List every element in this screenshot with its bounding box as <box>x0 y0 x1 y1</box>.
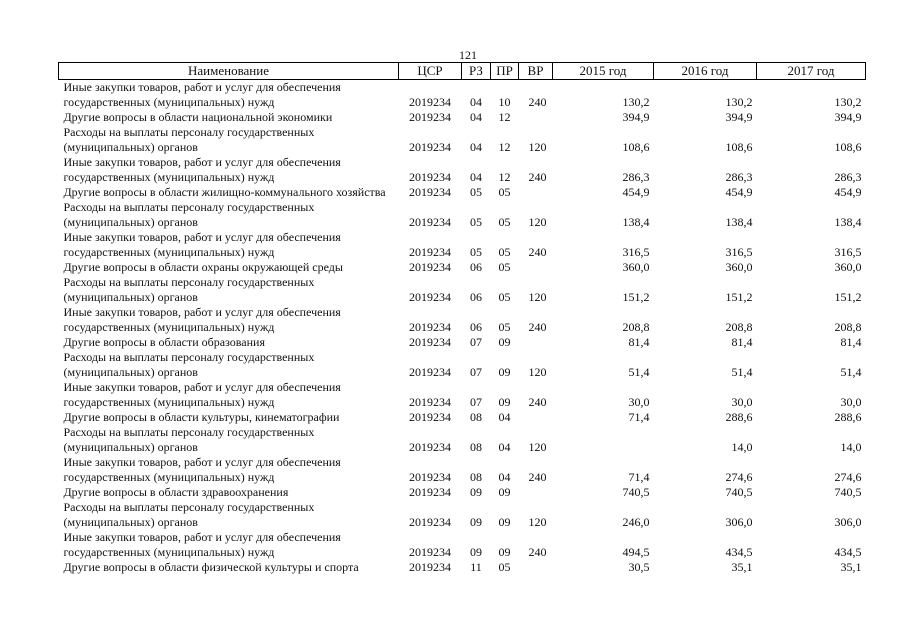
cell-2017: 151,2 <box>834 290 862 304</box>
cell-rz: 06 <box>470 320 482 334</box>
cell-rz: 06 <box>470 290 482 304</box>
cell-pr: 10 <box>498 95 511 109</box>
cell-2016: 138,4 <box>725 215 753 229</box>
cell-2016: 130,2 <box>725 95 753 109</box>
table-row <box>59 110 866 125</box>
cell-rz: 07 <box>470 395 482 409</box>
cell-rz: 05 <box>470 215 482 229</box>
cell-2015: 108,6 <box>622 140 650 154</box>
cell-csr: 2019234 <box>409 110 451 124</box>
cell-name: Расходы на выплаты персоналу государственных (муниципальных) органов <box>63 350 315 379</box>
cell-2016: 360,0 <box>725 260 753 274</box>
cell-2017: 306,0 <box>834 515 862 529</box>
table-row <box>59 485 866 500</box>
cell-2015: 208,8 <box>622 320 650 334</box>
cell-csr: 2019234 <box>409 365 451 379</box>
cell-rz: 07 <box>470 365 482 379</box>
cell-csr: 2019234 <box>409 140 451 154</box>
cell-rz: 07 <box>470 335 482 349</box>
header-pr: ПР <box>491 63 519 80</box>
cell-2016: 81,4 <box>731 335 753 349</box>
cell-2017: 81,4 <box>840 335 862 349</box>
cell-2017: 30,0 <box>840 395 862 409</box>
cell-csr: 2019234 <box>409 185 451 199</box>
cell-vr <box>519 485 553 500</box>
table-row <box>59 335 866 350</box>
table-row <box>59 560 866 575</box>
cell-2017: 286,3 <box>834 170 862 184</box>
cell-pr: 09 <box>498 365 511 379</box>
cell-2016: 306,0 <box>725 515 753 529</box>
cell-csr: 2019234 <box>409 470 451 484</box>
cell-2015: 394,9 <box>622 110 650 124</box>
cell-csr: 2019234 <box>409 170 451 184</box>
cell-2015: 246,0 <box>622 515 650 529</box>
cell-rz: 04 <box>470 140 482 154</box>
cell-vr: 120 <box>528 440 547 454</box>
table-body <box>59 80 866 576</box>
cell-pr: 12 <box>498 140 511 154</box>
cell-2015: 360,0 <box>622 260 650 274</box>
cell-2015: 51,4 <box>628 365 650 379</box>
cell-csr: 2019234 <box>409 290 451 304</box>
table-row <box>59 230 866 260</box>
cell-2017: 108,6 <box>834 140 862 154</box>
cell-2015: 81,4 <box>628 335 650 349</box>
table-row <box>59 155 866 185</box>
header-2015: 2015 год <box>553 63 654 80</box>
cell-pr: 05 <box>498 245 511 259</box>
cell-csr: 2019234 <box>409 485 451 499</box>
cell-pr: 12 <box>498 170 511 184</box>
cell-name: Другие вопросы в области охраны окружающей среды <box>63 260 343 274</box>
cell-pr: 05 <box>498 290 511 304</box>
table-row <box>59 275 866 305</box>
cell-name: Иные закупки товаров, работ и услуг для обеспечения государственных (муниципальных) нужд <box>63 230 341 259</box>
cell-2016: 35,1 <box>731 560 753 574</box>
page-number: 121 <box>459 48 477 62</box>
cell-pr: 05 <box>498 215 511 229</box>
cell-name: Расходы на выплаты персоналу государственных (муниципальных) органов <box>63 275 315 304</box>
cell-name: Другие вопросы в области здравоохранения <box>63 485 289 499</box>
cell-vr: 120 <box>528 215 547 229</box>
cell-2016: 288,6 <box>725 410 753 424</box>
cell-rz: 05 <box>470 185 482 199</box>
table-row <box>59 200 866 230</box>
cell-csr: 2019234 <box>409 245 451 259</box>
cell-pr: 04 <box>498 410 511 424</box>
cell-csr: 2019234 <box>409 395 451 409</box>
cell-rz: 04 <box>470 95 482 109</box>
cell-pr: 05 <box>498 320 511 334</box>
cell-2015: 151,2 <box>622 290 650 304</box>
cell-vr: 240 <box>528 470 547 484</box>
cell-2016: 151,2 <box>725 290 753 304</box>
cell-pr: 09 <box>498 395 511 409</box>
cell-2016: 316,5 <box>725 245 753 259</box>
table-header-row <box>59 63 866 80</box>
cell-2015: 740,5 <box>622 485 650 499</box>
cell-pr: 09 <box>498 515 511 529</box>
cell-csr: 2019234 <box>409 320 451 334</box>
cell-rz: 04 <box>470 110 482 124</box>
cell-2015: 71,4 <box>628 470 650 484</box>
cell-2015: 30,5 <box>628 560 650 574</box>
cell-2017: 274,6 <box>834 470 862 484</box>
cell-vr <box>519 110 553 125</box>
cell-2016: 434,5 <box>725 545 753 559</box>
cell-2017: 14,0 <box>840 440 862 454</box>
cell-csr: 2019234 <box>409 260 451 274</box>
cell-name: Иные закупки товаров, работ и услуг для обеспечения государственных (муниципальных) нужд <box>63 80 341 109</box>
cell-rz: 08 <box>470 410 482 424</box>
cell-vr: 120 <box>528 290 547 304</box>
cell-vr <box>519 260 553 275</box>
table-row <box>59 530 866 560</box>
cell-2017: 394,9 <box>834 110 862 124</box>
cell-name: Другие вопросы в области жилищно-коммунального хозяйства <box>63 185 386 199</box>
cell-2017: 434,5 <box>834 545 862 559</box>
cell-vr: 120 <box>528 515 547 529</box>
cell-2015: 286,3 <box>622 170 650 184</box>
table-row <box>59 425 866 455</box>
cell-vr <box>519 560 553 575</box>
cell-pr: 04 <box>498 440 511 454</box>
header-2016: 2016 год <box>654 63 757 80</box>
cell-rz: 09 <box>470 515 482 529</box>
cell-name: Иные закупки товаров, работ и услуг для обеспечения государственных (муниципальных) нужд <box>63 530 341 559</box>
table-row <box>59 455 866 485</box>
table-row <box>59 410 866 425</box>
cell-csr: 2019234 <box>409 95 451 109</box>
cell-csr: 2019234 <box>409 335 451 349</box>
cell-2017: 138,4 <box>834 215 862 229</box>
cell-vr <box>519 410 553 425</box>
cell-name: Другие вопросы в области культуры, кинематографии <box>63 410 340 424</box>
cell-vr <box>519 185 553 200</box>
table-row <box>59 500 866 530</box>
cell-name: Расходы на выплаты персоналу государственных (муниципальных) органов <box>63 425 315 454</box>
cell-rz: 05 <box>470 245 482 259</box>
cell-2015: 454,9 <box>622 185 650 199</box>
cell-pr: 09 <box>498 335 511 349</box>
cell-name: Расходы на выплаты персоналу государственных (муниципальных) органов <box>63 125 315 154</box>
cell-pr: 09 <box>498 485 511 499</box>
cell-rz: 09 <box>470 545 482 559</box>
cell-vr: 240 <box>528 395 547 409</box>
header-csr: ЦСР <box>399 63 462 80</box>
cell-2017: 208,8 <box>834 320 862 334</box>
cell-name: Другие вопросы в области национальной экономики <box>63 110 333 124</box>
cell-pr: 05 <box>498 185 511 199</box>
cell-name: Иные закупки товаров, работ и услуг для обеспечения государственных (муниципальных) нужд <box>63 455 341 484</box>
cell-csr: 2019234 <box>409 545 451 559</box>
cell-2015: 138,4 <box>622 215 650 229</box>
header-name: Наименование <box>59 63 399 80</box>
cell-csr: 2019234 <box>409 560 451 574</box>
header-rz: РЗ <box>462 63 491 80</box>
cell-2016: 454,9 <box>725 185 753 199</box>
cell-vr: 240 <box>528 320 547 334</box>
cell-2015: 494,5 <box>622 545 650 559</box>
cell-name: Другие вопросы в области образования <box>63 335 265 349</box>
cell-2016: 394,9 <box>725 110 753 124</box>
cell-2017: 316,5 <box>834 245 862 259</box>
cell-vr: 240 <box>528 245 547 259</box>
cell-2015: 30,0 <box>628 395 650 409</box>
cell-csr: 2019234 <box>409 440 451 454</box>
cell-pr: 05 <box>498 260 511 274</box>
cell-rz: 06 <box>470 260 482 274</box>
table-row <box>59 80 866 111</box>
cell-name: Расходы на выплаты персоналу государственных (муниципальных) органов <box>63 500 315 529</box>
header-2017: 2017 год <box>757 63 866 80</box>
cell-2017: 360,0 <box>834 260 862 274</box>
cell-csr: 2019234 <box>409 410 451 424</box>
cell-pr: 05 <box>498 560 511 574</box>
cell-name: Иные закупки товаров, работ и услуг для обеспечения государственных (муниципальных) нужд <box>63 305 341 334</box>
cell-name: Другие вопросы в области физической культуры и спорта <box>63 560 359 574</box>
table-row <box>59 125 866 155</box>
cell-2016: 51,4 <box>731 365 753 379</box>
cell-2015 <box>553 425 654 455</box>
cell-vr <box>519 335 553 350</box>
cell-rz: 08 <box>470 440 482 454</box>
table-row <box>59 350 866 380</box>
cell-2017: 35,1 <box>840 560 862 574</box>
cell-pr: 04 <box>498 470 511 484</box>
cell-2016: 740,5 <box>725 485 753 499</box>
cell-2017: 130,2 <box>834 95 862 109</box>
cell-name: Иные закупки товаров, работ и услуг для обеспечения государственных (муниципальных) нужд <box>63 155 341 184</box>
cell-2015: 130,2 <box>622 95 650 109</box>
cell-vr: 120 <box>528 365 547 379</box>
cell-2016: 208,8 <box>725 320 753 334</box>
cell-vr: 120 <box>528 140 547 154</box>
cell-rz: 04 <box>470 170 482 184</box>
cell-rz: 11 <box>470 560 482 574</box>
cell-2016: 30,0 <box>731 395 753 409</box>
cell-2015: 316,5 <box>622 245 650 259</box>
cell-2015: 71,4 <box>628 410 650 424</box>
cell-vr: 240 <box>528 170 547 184</box>
cell-2016: 274,6 <box>725 470 753 484</box>
cell-csr: 2019234 <box>409 215 451 229</box>
cell-vr: 240 <box>528 545 547 559</box>
cell-name: Иные закупки товаров, работ и услуг для обеспечения государственных (муниципальных) нужд <box>63 380 341 409</box>
cell-2017: 454,9 <box>834 185 862 199</box>
cell-2016: 108,6 <box>725 140 753 154</box>
table-row <box>59 380 866 410</box>
cell-vr: 240 <box>528 95 547 109</box>
table-row <box>59 185 866 200</box>
cell-pr: 09 <box>498 545 511 559</box>
cell-2017: 51,4 <box>840 365 862 379</box>
cell-rz: 09 <box>470 485 482 499</box>
cell-name: Расходы на выплаты персоналу государственных (муниципальных) органов <box>63 200 315 229</box>
cell-pr: 12 <box>498 110 511 124</box>
cell-2016: 286,3 <box>725 170 753 184</box>
budget-table <box>58 62 866 575</box>
cell-2016: 14,0 <box>731 440 753 454</box>
header-vr: ВР <box>519 63 553 80</box>
cell-csr: 2019234 <box>409 515 451 529</box>
table-row <box>59 305 866 335</box>
cell-2017: 288,6 <box>834 410 862 424</box>
table-row <box>59 260 866 275</box>
cell-2017: 740,5 <box>834 485 862 499</box>
cell-rz: 08 <box>470 470 482 484</box>
